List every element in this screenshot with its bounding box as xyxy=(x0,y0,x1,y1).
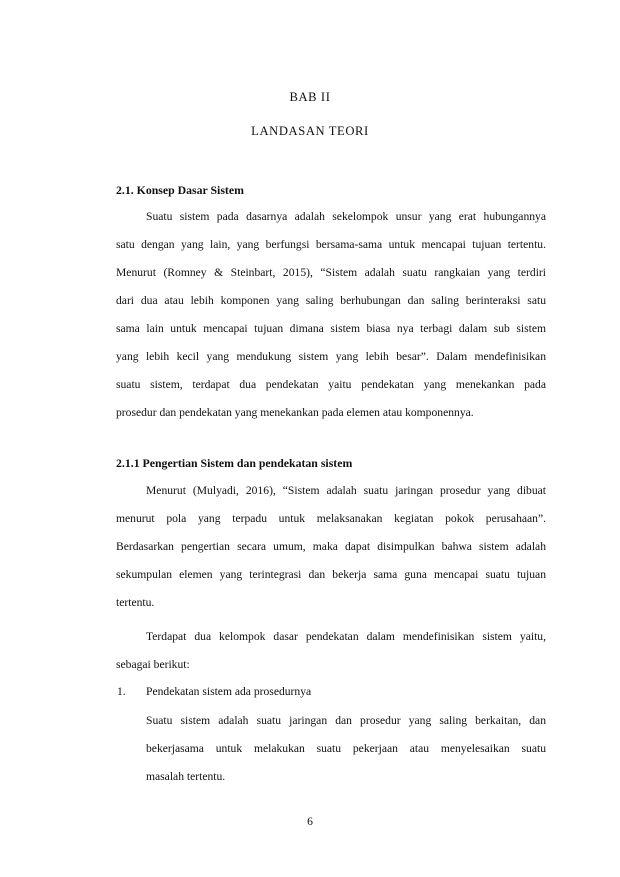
paragraph-line: Suatu sistem pada dasarnya adalah sekelompok unsur yang erat hubungannya xyxy=(146,210,546,223)
paragraph-line: suatu sistem, terdapat dua pendekatan yaitu pendekatan yang menekankan pada xyxy=(116,378,546,391)
paragraph-line: prosedur dan pendekatan yang menekankan pada elemen atau komponennya. xyxy=(116,406,474,419)
section-heading: 2.1. Konsep Dasar Sistem xyxy=(116,183,244,197)
page-number: 6 xyxy=(307,815,313,828)
list-item-title: Pendekatan sistem ada prosedurnya xyxy=(146,685,312,698)
list-item-line: bekerjasama untuk melakukan suatu pekerjaan atau menyelesaikan suatu xyxy=(146,742,546,755)
subsection-heading: 2.1.1 Pengertian Sistem dan pendekatan sistem xyxy=(116,456,353,470)
list-item-line: Suatu sistem adalah suatu jaringan dan prosedur yang saling berkaitan, dan xyxy=(146,714,546,727)
list-item-number: 1. xyxy=(117,685,126,698)
paragraph-line: menurut pola yang terpadu untuk melaksanakan kegiatan pokok perusahaan”. xyxy=(116,512,546,525)
paragraph-line: Menurut (Romney & Steinbart, 2015), “Sistem adalah suatu rangkaian yang terdiri xyxy=(116,266,546,279)
paragraph-line: Berdasarkan pengertian secara umum, maka dapat disimpulkan bahwa sistem adalah xyxy=(116,540,546,553)
paragraph-line: satu dengan yang lain, yang berfungsi bersama-sama untuk mencapai tujuan tertentu. xyxy=(116,238,546,251)
list-item-line: masalah tertentu. xyxy=(146,770,226,783)
paragraph-line: Menurut (Mulyadi, 2016), “Sistem adalah suatu jaringan prosedur yang dibuat xyxy=(146,484,546,497)
paragraph-line: sebagai berikut: xyxy=(116,658,190,671)
paragraph-line: tertentu. xyxy=(116,596,155,609)
paragraph-line: sama lain untuk mencapai tujuan dimana sistem biasa nya terbagi dalam sub sistem xyxy=(116,322,546,335)
paragraph-line: yang lebih kecil yang mendukung sistem yang lebih besar”. Dalam mendefinisikan xyxy=(116,350,546,363)
chapter-number: BAB II xyxy=(289,90,331,104)
paragraph-line: Terdapat dua kelompok dasar pendekatan dalam mendefinisikan sistem yaitu, xyxy=(146,630,546,643)
chapter-title: LANDASAN TEORI xyxy=(251,124,369,138)
paragraph-line: dari dua atau lebih komponen yang saling berhubungan dan saling berinteraksi satu xyxy=(116,294,546,307)
paragraph-line: sekumpulan elemen yang terintegrasi dan bekerja sama guna mencapai suatu tujuan xyxy=(116,568,546,581)
